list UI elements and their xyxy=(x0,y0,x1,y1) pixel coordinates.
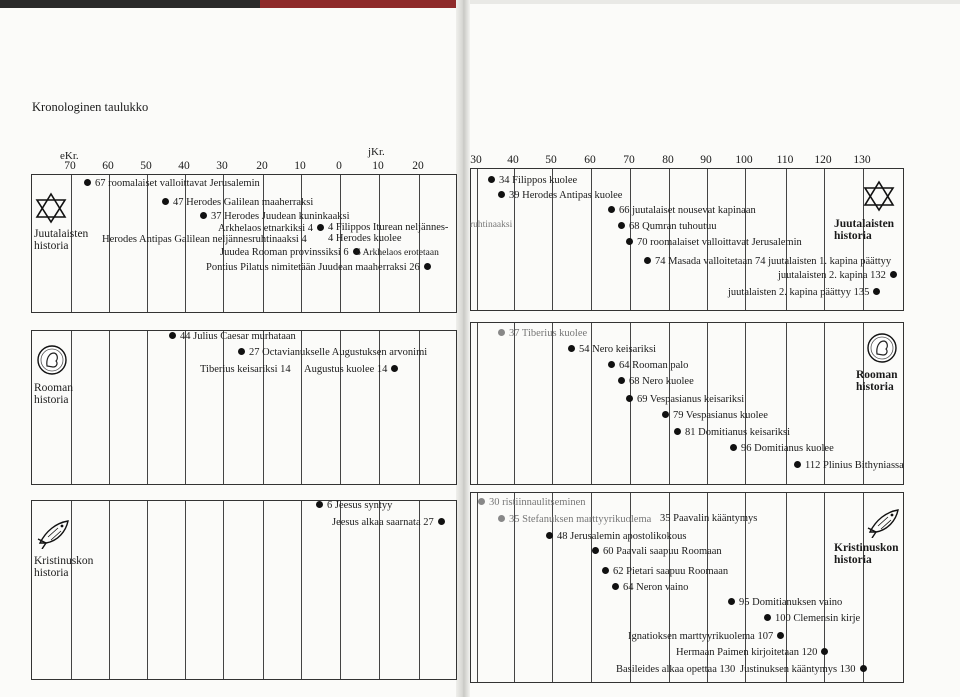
event-label: 70 roomalaiset valloittavat Jerusalemin xyxy=(637,237,802,248)
timeline-event xyxy=(622,394,744,406)
star-of-david-icon xyxy=(34,192,68,224)
timeline-event xyxy=(724,597,842,609)
timeline-event xyxy=(726,443,834,455)
grid-line xyxy=(147,331,148,484)
grid-line xyxy=(477,493,478,682)
axis-left-tick: 10 xyxy=(372,160,384,172)
timeline-event xyxy=(660,513,757,525)
event-label: 64 Neron vaino xyxy=(623,582,689,593)
event-label: 6 Jeesus syntyy xyxy=(327,500,393,511)
timeline-event xyxy=(332,517,449,529)
axis-right-tick: 70 xyxy=(623,154,635,166)
page-title: Kronologinen taulukko xyxy=(32,100,149,114)
event-dot-icon xyxy=(200,212,207,219)
timeline-event xyxy=(484,175,577,187)
timeline-event xyxy=(470,219,512,231)
axis-left-tick: 30 xyxy=(216,160,228,172)
event-label: Juudea Rooman provinssiksi 6 xyxy=(220,247,349,258)
event-label: 35 Stefanuksen marttyyrikuolema xyxy=(509,514,652,525)
grid-line xyxy=(109,501,110,679)
event-label: 6 Arkhelaos erotetaan xyxy=(356,248,439,258)
event-dot-icon xyxy=(860,665,867,672)
timeline-event xyxy=(200,364,291,376)
timeline-event xyxy=(760,613,860,625)
grid-line xyxy=(185,331,186,484)
axis-left-tick: 20 xyxy=(256,160,268,172)
event-label: 30 ristiinnaulitseminen xyxy=(489,497,586,508)
timeline-event xyxy=(494,514,651,526)
event-label: 100 Clemensin kirje xyxy=(775,613,861,624)
axis-right-tick: 130 xyxy=(853,154,871,166)
timeline-event xyxy=(616,664,735,676)
timeline-event xyxy=(640,256,752,268)
timeline-event xyxy=(676,647,832,659)
event-label: 35 Paavalin kääntymys xyxy=(660,513,758,524)
axis-left-tick: 50 xyxy=(140,160,152,172)
event-dot-icon xyxy=(391,365,398,372)
timeline-event xyxy=(165,331,296,343)
axis-right-tick: 120 xyxy=(814,154,832,166)
timeline-event xyxy=(542,531,687,543)
event-label: 44 Julius Caesar murhataan xyxy=(180,331,296,342)
timeline-event xyxy=(196,211,350,223)
event-dot-icon xyxy=(730,444,737,451)
event-dot-icon xyxy=(488,176,495,183)
event-label: 95 Domitianuksen vaino xyxy=(739,597,843,608)
timeline-event xyxy=(158,197,313,209)
timeline-event xyxy=(494,328,587,340)
timeline-event xyxy=(474,497,586,509)
event-label: Augustus kuolee 14 xyxy=(304,364,388,375)
grid-line xyxy=(863,493,864,682)
timeline-event xyxy=(206,262,435,274)
fish-icon xyxy=(36,515,72,549)
event-dot-icon xyxy=(626,238,633,245)
event-label: Justinuksen kääntymys 130 xyxy=(740,664,856,675)
event-label: 67 roomalaiset valloittavat Jerusalemin xyxy=(95,178,260,189)
event-dot-icon xyxy=(873,288,880,295)
top-dark-band xyxy=(0,0,260,8)
timeline-event xyxy=(494,190,622,202)
event-dot-icon xyxy=(478,498,485,505)
event-label: 74 juutalaisten 1. kapina päättyy xyxy=(755,256,892,267)
grid-line xyxy=(477,323,478,484)
timeline-event xyxy=(234,347,427,359)
top-right-band xyxy=(470,0,960,4)
timeline-event xyxy=(790,460,904,472)
event-dot-icon xyxy=(618,222,625,229)
event-dot-icon xyxy=(438,518,445,525)
event-label: Hermaan Paimen kirjoitetaan 120 xyxy=(676,647,818,658)
timeline-event xyxy=(304,364,402,376)
event-label: 66 juutalaiset nousevat kapinaan xyxy=(619,205,756,216)
timeline-event xyxy=(220,247,364,259)
star-of-david-icon xyxy=(862,180,896,212)
axis-left-tick: 70 xyxy=(64,160,76,172)
event-label: Tiberius keisariksi 14 xyxy=(200,364,291,375)
event-label: juutalaisten 2. kapina päättyy 135 xyxy=(728,287,870,298)
event-dot-icon xyxy=(626,395,633,402)
event-dot-icon xyxy=(662,411,669,418)
event-dot-icon xyxy=(674,428,681,435)
label-rooma-left: Rooman historia xyxy=(34,382,73,406)
event-dot-icon xyxy=(316,501,323,508)
event-dot-icon xyxy=(602,567,609,574)
timeline-event xyxy=(755,256,891,268)
event-dot-icon xyxy=(608,206,615,213)
ekr-label: eKr. xyxy=(60,150,79,162)
timeline-event xyxy=(728,287,884,299)
grid-line xyxy=(147,501,148,679)
timeline-event xyxy=(604,360,688,372)
event-label: 68 Qumran tuhoutuu xyxy=(629,221,717,232)
timeline-event xyxy=(740,664,871,676)
axis-right-tick: 110 xyxy=(776,154,794,166)
event-dot-icon xyxy=(498,191,505,198)
event-label: 4 Herodes kuolee xyxy=(328,233,402,244)
grid-line xyxy=(185,501,186,679)
event-dot-icon xyxy=(764,614,771,621)
timeline-event xyxy=(608,582,688,594)
event-dot-icon xyxy=(612,583,619,590)
event-label: 68 Nero kuolee xyxy=(629,376,694,387)
event-dot-icon xyxy=(498,515,505,522)
event-label: 37 Herodes Juudean kuninkaaksi xyxy=(211,211,350,222)
event-label: 74 Masada valloitetaan xyxy=(655,256,753,267)
axis-left-tick: 40 xyxy=(178,160,190,172)
grid-line xyxy=(263,501,264,679)
event-dot-icon xyxy=(728,598,735,605)
grid-line xyxy=(786,323,787,484)
grid-line xyxy=(745,323,746,484)
event-label: 37 Tiberius kuolee xyxy=(509,328,588,339)
event-dot-icon xyxy=(238,348,245,355)
timeline-event xyxy=(588,546,722,558)
label-juutalaiset-right: Juutalaisten historia xyxy=(834,218,895,242)
fish-icon xyxy=(866,504,902,538)
label-juutalaiset-left: Juutalaisten historia xyxy=(34,228,89,252)
timeline-event xyxy=(80,178,260,190)
grid-line xyxy=(223,501,224,679)
event-dot-icon xyxy=(169,332,176,339)
grid-line xyxy=(301,501,302,679)
event-dot-icon xyxy=(644,257,651,264)
event-dot-icon xyxy=(568,345,575,352)
timeline-event xyxy=(102,234,307,246)
axis-left-tick: 60 xyxy=(102,160,114,172)
grid-line xyxy=(419,175,420,312)
event-dot-icon xyxy=(424,263,431,270)
event-label: 34 Filippos kuolee xyxy=(499,175,578,186)
label-kristinusko-left: Kristinuskon historia xyxy=(34,555,94,579)
event-label: 54 Nero keisariksi xyxy=(579,344,656,355)
event-label: Arkhelaos etnarkiksi 4 xyxy=(218,223,314,234)
event-label: 60 Paavali saapuu Roomaan xyxy=(603,546,722,557)
event-label: Herodes Antipas Galilean neljännesruhtinaaksi 4 xyxy=(102,234,307,245)
grid-line xyxy=(514,323,515,484)
jkr-label: jKr. xyxy=(368,146,385,158)
event-label: 112 Plinius Bithyniassa xyxy=(805,460,904,471)
event-dot-icon xyxy=(162,198,169,205)
timeline-event xyxy=(598,566,728,578)
timeline-event xyxy=(604,205,756,217)
timeline-event xyxy=(312,500,392,512)
event-label: 47 Herodes Galilean maaherraksi xyxy=(173,197,314,208)
event-label: juutalaisten 2. kapina 132 xyxy=(778,270,886,281)
event-dot-icon xyxy=(618,377,625,384)
event-label: 27 Octavianukselle Augustuksen arvonimi xyxy=(249,347,428,358)
axis-left-tick: 0 xyxy=(336,160,342,172)
grid-line xyxy=(71,331,72,484)
event-label: 69 Vespasianus keisariksi xyxy=(637,394,745,405)
timeline-event xyxy=(614,376,694,388)
timeline-event xyxy=(328,233,401,245)
event-label: 64 Rooman palo xyxy=(619,360,689,371)
event-label: 48 Jerusalemin apostolikokous xyxy=(557,531,687,542)
event-dot-icon xyxy=(546,532,553,539)
timeline-event xyxy=(670,427,790,439)
axis-right-tick: 40 xyxy=(507,154,519,166)
grid-line xyxy=(477,169,478,310)
timeline-event xyxy=(658,410,768,422)
event-dot-icon xyxy=(777,632,784,639)
event-dot-icon xyxy=(498,329,505,336)
timeline-event xyxy=(564,344,656,356)
event-label: Ignatioksen marttyyrikuolema 107 xyxy=(628,631,774,642)
event-label: Basileides alkaa opettaa 130 xyxy=(616,664,736,675)
label-rooma-right: Rooman historia xyxy=(856,369,898,393)
axis-right-tick: 100 xyxy=(735,154,753,166)
axis-left-tick: 20 xyxy=(412,160,424,172)
axis-right-tick: 30 xyxy=(470,154,482,166)
event-label: 4 Filippos Iturean neljännes- xyxy=(328,222,449,233)
event-dot-icon xyxy=(84,179,91,186)
event-label: 39 Herodes Antipas kuolee xyxy=(509,190,623,201)
event-dot-icon xyxy=(794,461,801,468)
axis-right-tick: 50 xyxy=(545,154,557,166)
event-label: 81 Domitianus keisariksi xyxy=(685,427,790,438)
grid-line xyxy=(109,331,110,484)
timeline-event xyxy=(356,247,439,259)
event-label: 62 Pietari saapuu Roomaan xyxy=(613,566,729,577)
roman-coin-icon xyxy=(866,332,898,364)
axis-left-tick: 10 xyxy=(294,160,306,172)
event-label: Pontius Pilatus nimitetään Juudean maaherraksi 26 xyxy=(206,262,420,273)
axis-right-tick: 80 xyxy=(662,154,674,166)
event-label: Jeesus alkaa saarnata 27 xyxy=(332,517,434,528)
event-dot-icon xyxy=(608,361,615,368)
event-dot-icon xyxy=(821,648,828,655)
axis-right-tick: 60 xyxy=(584,154,596,166)
roman-coin-icon xyxy=(36,344,68,376)
page-fold xyxy=(456,0,470,697)
timeline-event xyxy=(622,237,802,249)
event-label: 79 Vespasianus kuolee xyxy=(673,410,768,421)
timeline-event xyxy=(614,221,717,233)
grid-line xyxy=(223,331,224,484)
grid-line xyxy=(552,323,553,484)
event-label: ruhtinaaksi xyxy=(470,220,513,230)
timeline-event xyxy=(628,631,788,643)
axis-right-tick: 90 xyxy=(700,154,712,166)
top-red-band xyxy=(260,0,456,8)
event-dot-icon xyxy=(317,224,324,231)
event-dot-icon xyxy=(890,271,897,278)
timeline-event xyxy=(778,270,901,282)
event-dot-icon xyxy=(592,547,599,554)
event-label: 96 Domitianus kuolee xyxy=(741,443,834,454)
label-kristinusko-right: Kristinuskon historia xyxy=(834,542,899,566)
